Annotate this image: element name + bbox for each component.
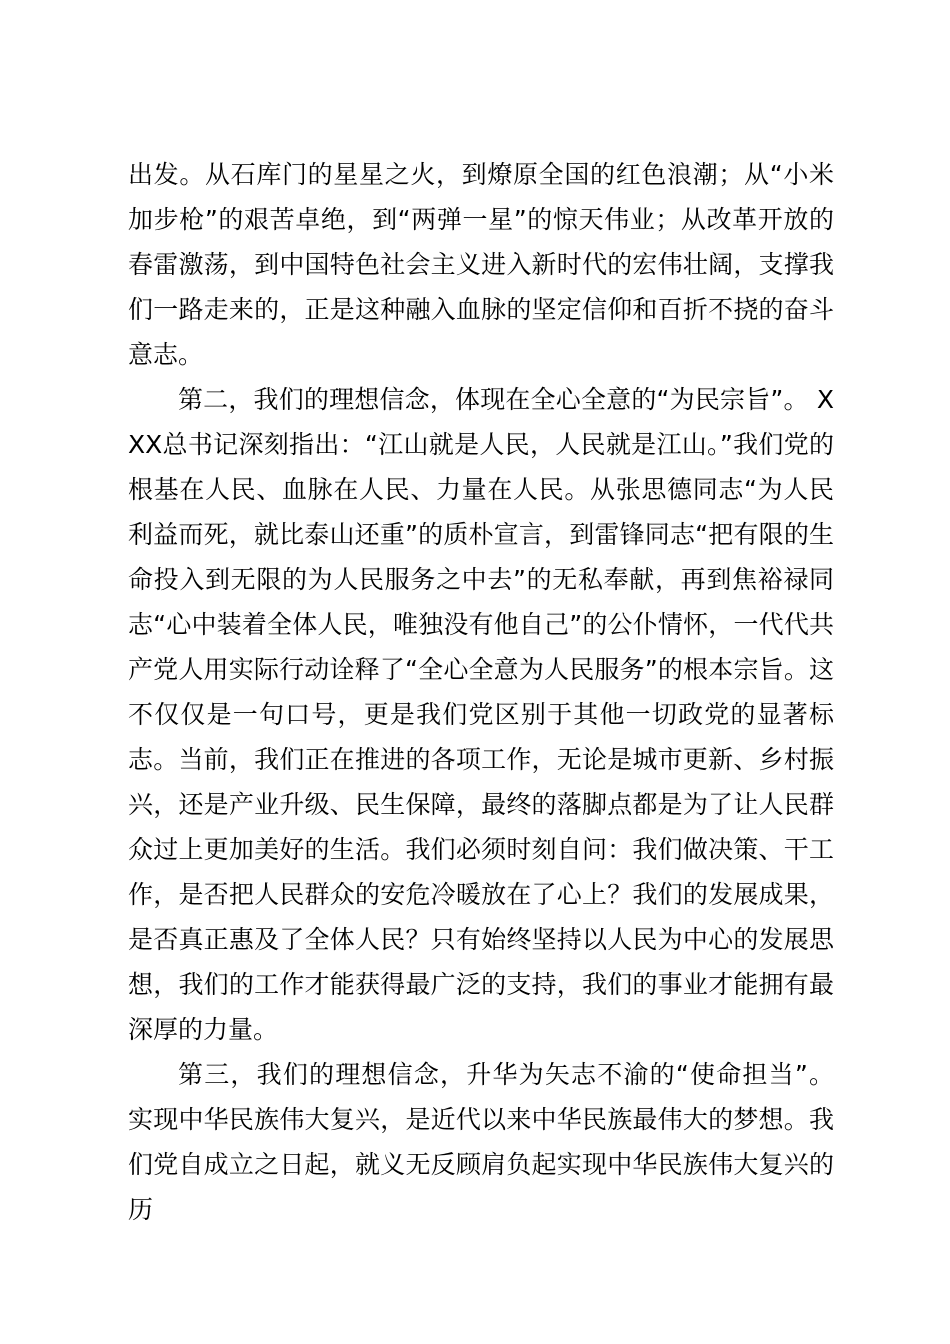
- paragraph-continuation: 出发。从石库门的星星之火，到燎原全国的红色浪潮；从“小米加步枪”的艰苦卓绝，到“两弹一星”的惊天伟业；从改革开放的春雷激荡，到中国特色社会主义进入新时代的宏伟壮阔，支撑我们一路走来的，正是这种融入血脉的坚定信仰和百折不挠的奋斗意志。: [128, 160, 834, 369]
- paragraph-third-point: 第三，我们的理想信念，升华为矢志不渝的“使命担当”。 实现中华民族伟大复兴，是近代以来中华民族最伟大的梦想。我们党自成立之日起，就义无反顾肩负起实现中华民族伟大复兴的历: [128, 1060, 834, 1224]
- document-body: [128, 152, 834, 1232]
- paragraph-second-point: 第二，我们的理想信念，体现在全心全意的“为民宗旨”。 XXX总书记深刻指出：“江山就是人民，人民就是江山。”我们党的根基在人民、血脉在人民、力量在人民。从张思德同志“为人民利益而死，就比泰山还重”的质朴宣言，到雷锋同志“把有限的生命投入到无限的为人民服务之中去”的无私奉献，再到焦裕禄同志“心中装着全体人民，唯独没有他自己”的公仆情怀，一代代共产党人用实际行动诠释了“全心全意为人民服务”的根本宗旨。这不仅仅是一句口号，更是我们党区别于其他一切政党的显著标志。当前，我们正在推进的各项工作，无论是城市更新、乡村振兴，还是产业升级、民生保障，最终的落脚点都是为了让人民群众过上更加美好的生活。我们必须时刻自问：我们做决策、干工作，是否把人民群众的安危冷暖放在了心上？我们的发展成果，是否真正惠及了全体人民？只有始终坚持以人民为中心的发展思想，我们的工作才能获得最广泛的支持，我们的事业才能拥有最深厚的力量。: [128, 385, 834, 1044]
